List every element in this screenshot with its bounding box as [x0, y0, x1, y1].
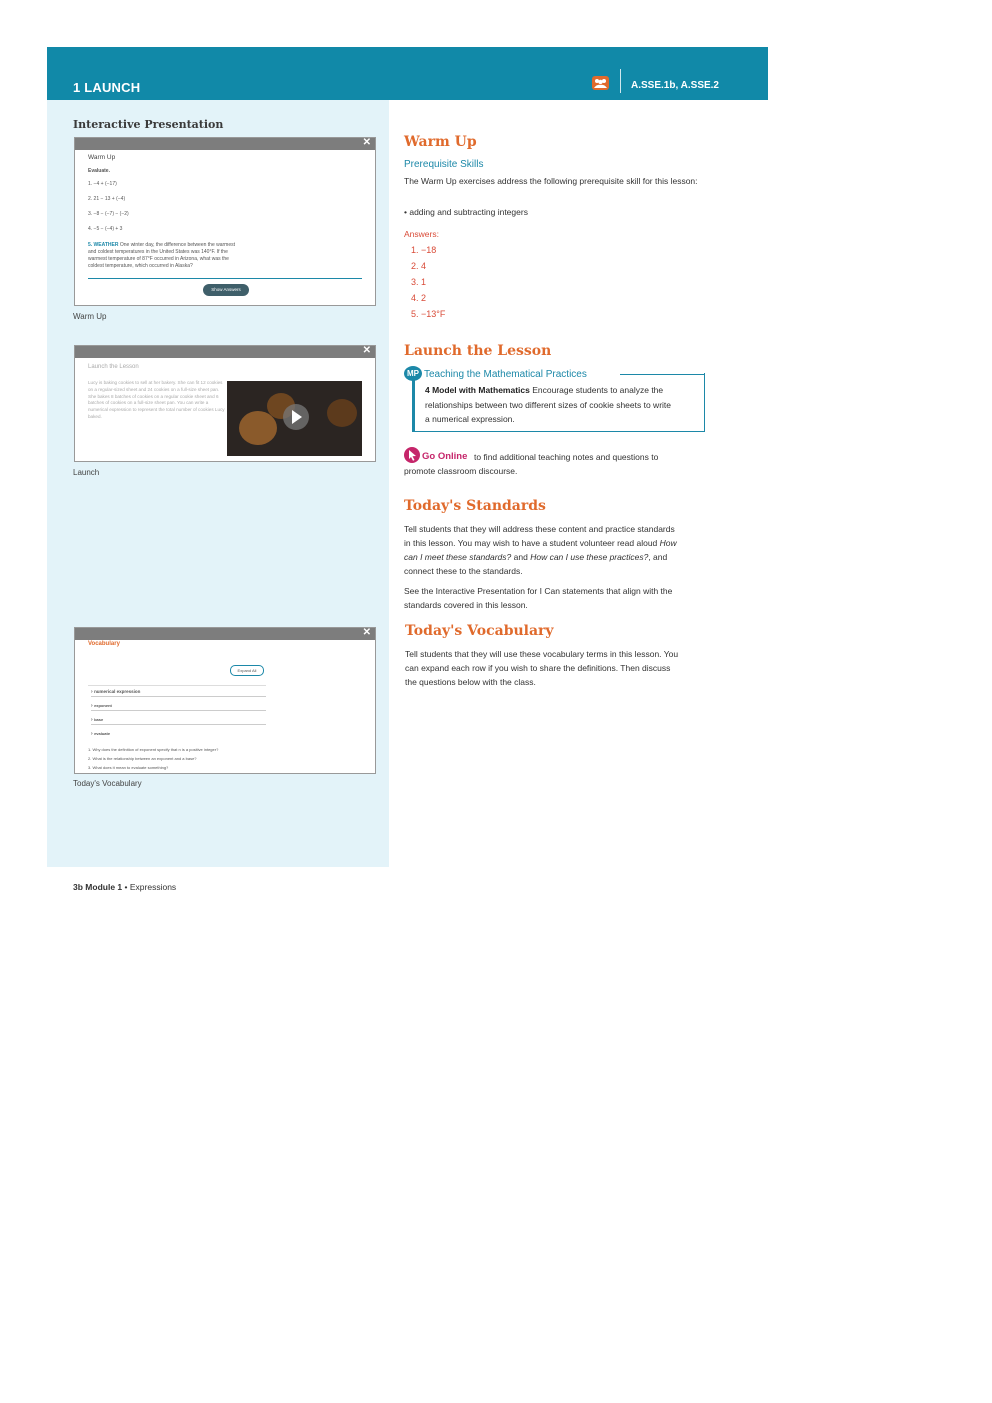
vocabulary-line-2: can expand each row if you wish to share the definitions. Then discuss [405, 663, 671, 673]
warm-up-divider [88, 278, 362, 279]
close-icon[interactable]: ✕ [362, 137, 371, 148]
vocab-row-label: exponent [94, 703, 112, 708]
expand-all-button[interactable]: Expand All [230, 665, 264, 676]
header-divider [620, 69, 621, 93]
vocab-question: 3. What does it mean to evaluate something? [88, 765, 169, 770]
play-icon [292, 410, 302, 424]
go-online-link[interactable]: Go Online [422, 451, 468, 462]
weather-label: 5. WEATHER [88, 242, 119, 248]
prerequisite-bullet: • adding and subtracting integers [404, 207, 528, 217]
cursor-icon [404, 447, 420, 463]
vocabulary-thumbnail[interactable] [74, 627, 376, 774]
warm-up-item-4: 4. −5 − (−4) + 3 [88, 226, 123, 232]
math-practices-line-1 [425, 383, 663, 397]
answers-label: Answers: [404, 229, 439, 239]
vocab-question: 1. Why does the definition of exponent specify that n is a positive integer? [88, 747, 219, 752]
warm-up-instruction: Evaluate. [88, 168, 110, 174]
vocab-divider [88, 685, 266, 686]
vocab-row[interactable] [91, 702, 266, 711]
answer-5: 5. −13°F [411, 309, 446, 319]
warm-up-thumbnail[interactable] [74, 137, 376, 306]
play-button[interactable] [283, 404, 309, 430]
go-online-icon [404, 447, 420, 463]
launch-heading: Launch the Lesson [404, 343, 552, 359]
math-practices-title: Teaching the Mathematical Practices [424, 369, 587, 380]
warm-up-item-1: 1. −4 + (−17) [88, 181, 117, 187]
warm-up-caption: Warm Up [73, 312, 107, 321]
math-practices-line-3: a numerical expression. [425, 414, 515, 424]
launch-text: Lucy is baking cookies to sell at her bakery. She can fit 12 cookies on a regular-sized sheet and 24 cookies on a full-size sheet pan. She bakes 8 batches of cookies on a regular cookie sheet and 6 batches of cookies on a full-size sheet pan. You can write a numerical expression to represent the total number of cookies Lucy baked. [88, 380, 225, 419]
chevron-right-icon: › [91, 703, 93, 709]
answer-3: 3. 1 [411, 277, 427, 287]
math-practices-line-2: relationships between two different sizes of cookie sheets to write [425, 400, 672, 410]
close-icon[interactable]: ✕ [362, 627, 371, 638]
vocab-row-label: numerical expression [94, 689, 141, 694]
vocabulary-heading: Today's Vocabulary [405, 623, 554, 639]
standards-line-2a: in this lesson. You may wish to have a student volunteer read aloud [404, 538, 658, 548]
show-answers-button[interactable]: Show Answers [203, 284, 249, 296]
answer-4: 4. 2 [411, 293, 427, 303]
go-online-text-1: to find additional teaching notes and questions to [474, 452, 659, 462]
warm-up-text: The Warm Up exercises address the following prerequisite skill for this lesson: [404, 176, 698, 186]
standards-line-3a: can I meet these standards? [404, 552, 512, 562]
go-online-text-2: promote classroom discourse. [404, 466, 518, 476]
footer-separator: • [124, 882, 128, 892]
thumbnail-titlebar [75, 628, 375, 640]
module-name: Expressions [129, 882, 177, 892]
page-footer [73, 882, 176, 892]
vocab-row[interactable] [91, 716, 266, 725]
close-icon[interactable]: ✕ [362, 345, 371, 356]
vocabulary-title: Vocabulary [88, 641, 120, 647]
standards-line-3c: How can I use these practices? [530, 552, 649, 562]
warm-up-item-2: 2. 21 − 13 + (−4) [88, 196, 126, 202]
standards-line-3d: , and [648, 552, 668, 562]
group-icon [592, 76, 609, 90]
warm-up-heading: Warm Up [404, 134, 477, 150]
standards-heading: Today's Standards [404, 498, 546, 514]
vocab-question: 2. What is the relationship between an exponent and a base? [88, 756, 197, 761]
answer-1: 1. −18 [411, 245, 437, 255]
interactive-presentation-heading: Interactive Presentation [73, 118, 224, 131]
vocabulary-line-1: Tell students that they will use these vocabulary terms in this lesson. You [405, 649, 679, 659]
chevron-right-icon: › [91, 689, 93, 695]
header-bar [47, 47, 768, 100]
mp-bold: 4 Model with Mathematics [425, 385, 530, 395]
thumbnail-titlebar [75, 346, 375, 358]
standards-line-2 [404, 536, 677, 550]
vocabulary-line-3: the questions below with the class. [405, 677, 536, 687]
mp-badge-icon: MP [404, 366, 422, 381]
warm-up-item-5 [88, 242, 238, 270]
header-standards: A.SSE.1b, A.SSE.2 [631, 80, 719, 91]
vocab-row-label: evaluate [94, 731, 111, 736]
launch-caption: Launch [73, 468, 100, 477]
chevron-right-icon: › [91, 731, 93, 737]
answer-2: 2. 4 [411, 261, 427, 271]
vocab-row[interactable] [91, 688, 266, 697]
standards-line-5: See the Interactive Presentation for I Can statements that align with the [404, 586, 673, 596]
warm-up-title: Warm Up [88, 154, 116, 161]
standards-line-6: standards covered in this lesson. [404, 600, 528, 610]
prerequisite-skills-heading: Prerequisite Skills [404, 159, 484, 170]
standards-line-1: Tell students that they will address these content and practice standards [404, 524, 675, 534]
standards-line-4: connect these to the standards. [404, 566, 523, 576]
standards-line-3 [404, 550, 667, 564]
module-label: Module 1 [85, 882, 123, 892]
cookie-image [327, 399, 357, 427]
launch-thumbnail[interactable] [74, 345, 376, 462]
weather-text: One winter day, the difference between the warmest and coldest temperatures in the United States was 140°F. If the warmest temperature of 87°F occurred in Arizona, what was the coldest temperature, which occurred in Alaska? [88, 242, 236, 269]
vocabulary-caption: Today's Vocabulary [73, 779, 142, 788]
mp-text-1: Encourage students to analyze the [532, 385, 664, 395]
vocab-row-label: base [94, 717, 104, 722]
chevron-right-icon: › [91, 717, 93, 723]
standards-line-3b: and [513, 552, 528, 562]
standards-line-2b: How [659, 538, 677, 548]
launch-title: Launch the Lesson [88, 364, 139, 370]
warm-up-item-3: 3. −8 − (−7) − (−2) [88, 211, 129, 217]
thumbnail-titlebar [75, 138, 375, 150]
header-title: 1 LAUNCH [73, 80, 141, 95]
page-number: 3b [73, 882, 83, 892]
vocab-row[interactable] [91, 730, 266, 738]
math-practices-topline [620, 374, 705, 375]
launch-video[interactable] [227, 381, 362, 456]
